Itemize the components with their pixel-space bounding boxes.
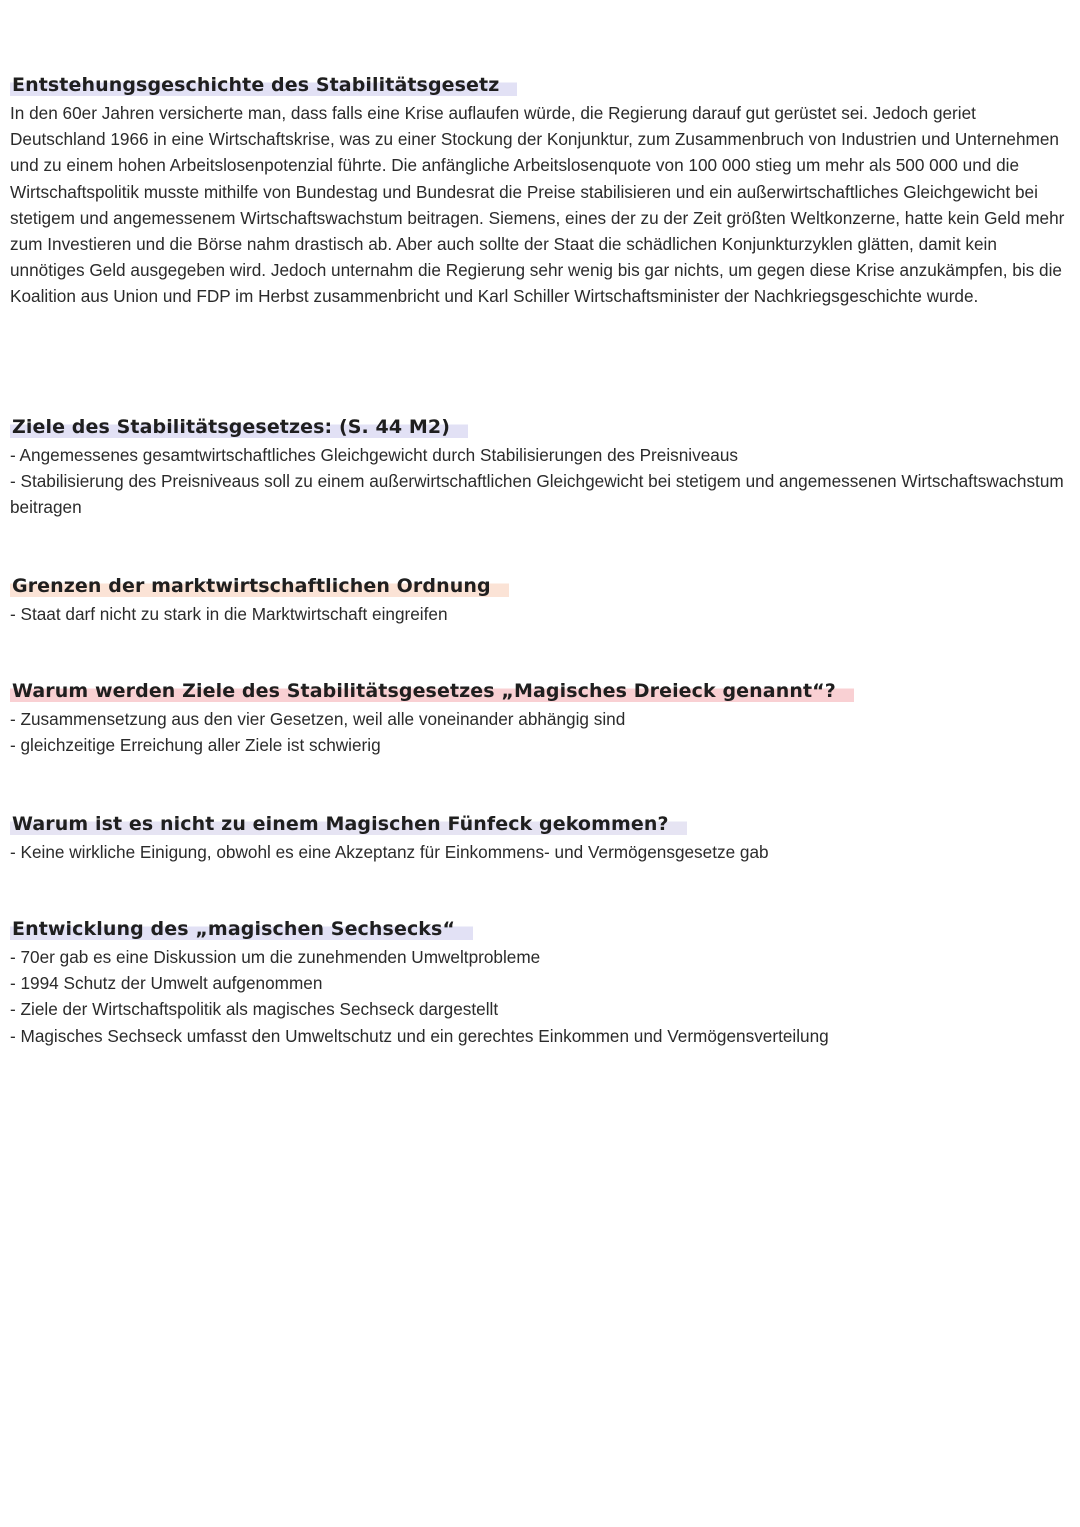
section-paragraph: In den 60er Jahren versicherte man, dass falls eine Krise auflaufen würde, die Regierung darauf gut gerüstet sei. Jedoch geriet Deutschland 1966 in eine Wirtschaftskrise, was zu einer Stockung der Konjunktur, zum Zusammenbruch von Industrien und Unternehmen und zu einem hohen Arbeitslosenpotenzial führte. Die anfängliche Arbeitslosenquote von 100 000 stieg um mehr als 500 000 und die Wirtschaftspolitik musste mithilfe von Bundestag und Bundesrat die Preise stabilisieren und ein außerwirtschaftliches Gleichgewicht bei stetigem und angemessenem Wirtschaftswachstum beitragen. Siemens, eines der zu der Zeit größten Weltkonzerne, hatte kein Geld mehr zum Investieren und die Börse nahm drastisch ab. Aber auch sollte der Staat die schädlichen Konjunkturzyklen glätten, damit kein unnötiges Geld ausgegeben wird. Jedoch unternahm die Regierung sehr wenig bis gar nichts, um gegen diese Krise anzukämpfen, bis die Koalition aus Union und FDP im Herbst zusammenbricht und Karl Schiller Wirtschaftsminister der Nachkriegsgeschichte wurde.	[10, 103, 1065, 307]
section-grenzen	[10, 573, 1065, 627]
section-heading: Warum werden Ziele des Stabilitätsgesetzes „Magisches Dreieck genannt“?	[10, 678, 854, 704]
section-magisches-fuenfeck	[10, 811, 1065, 865]
bullet-list	[10, 944, 1065, 1049]
section-entstehungsgeschichte	[10, 72, 1065, 310]
section-heading: Ziele des Stabilitätsgesetzes: (S. 44 M2)	[10, 414, 468, 440]
section-heading: Warum ist es nicht zu einem Magischen Fünfeck gekommen?	[10, 811, 687, 837]
bullet-list	[10, 839, 1065, 865]
list-item: - gleichzeitige Erreichung aller Ziele ist schwierig	[10, 735, 381, 756]
list-item: - Keine wirkliche Einigung, obwohl es eine Akzeptanz für Einkommens- und Vermögensgesetze gab	[10, 842, 769, 862]
section-magisches-sechseck	[10, 916, 1065, 1049]
list-item: - 70er gab es eine Diskussion um die zunehmenden Umweltprobleme	[10, 947, 541, 967]
section-magisches-dreieck	[10, 678, 1065, 758]
list-item: - Ziele der Wirtschaftspolitik als magisches Sechseck dargestellt	[10, 999, 499, 1020]
list-item: - Angemessenes gesamtwirtschaftliches Gleichgewicht durch Stabilisierungen des Preisniveaus	[10, 445, 738, 465]
list-item: - Zusammensetzung aus den vier Gesetzen, weil alle voneinander abhängig sind	[10, 709, 626, 729]
list-item: - 1994 Schutz der Umwelt aufgenommen	[10, 973, 323, 994]
section-heading: Entstehungsgeschichte des Stabilitätsgesetz	[10, 72, 517, 98]
bullet-list	[10, 706, 1065, 758]
section-ziele	[10, 414, 1065, 521]
section-heading: Entwicklung des „magischen Sechsecks“	[10, 916, 473, 942]
section-heading: Grenzen der marktwirtschaftlichen Ordnung	[10, 573, 509, 599]
list-item: - Magisches Sechseck umfasst den Umweltschutz und ein gerechtes Einkommen und Vermögensverteilung	[10, 1025, 829, 1046]
bullet-list	[10, 601, 1065, 627]
bullet-list	[10, 442, 1065, 521]
list-item: - Staat darf nicht zu stark in die Marktwirtschaft eingreifen	[10, 604, 448, 624]
list-item: - Stabilisierung des Preisniveaus soll zu einem außerwirtschaftlichen Gleichgewicht bei stetigem und angemessenen Wirtschaftswachstum beitragen	[10, 471, 1064, 518]
